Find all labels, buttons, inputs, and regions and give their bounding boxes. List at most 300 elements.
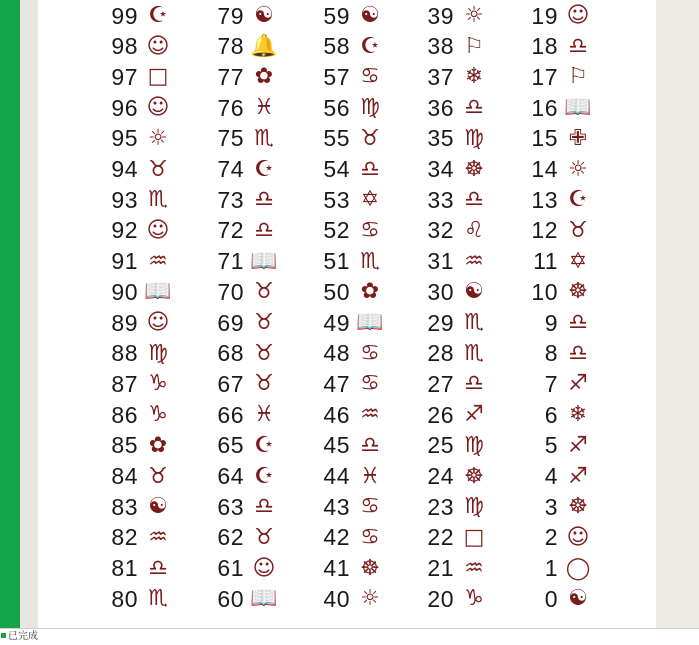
entry-number: 22 <box>427 524 454 551</box>
symbol-entry <box>80 62 190 92</box>
symbol-entry <box>500 62 610 92</box>
square-icon: □ <box>463 524 485 550</box>
symbol-entry <box>292 431 402 461</box>
yin-yang-icon: ☯ <box>148 494 168 520</box>
symbol-entry <box>186 62 296 92</box>
entry-number: 18 <box>531 33 558 60</box>
entry-number: 62 <box>217 524 244 551</box>
smiley-icon: ☺ <box>146 217 170 243</box>
cancer-icon: ♋ <box>360 217 380 243</box>
entry-number: 95 <box>111 125 138 152</box>
scorpio-icon: ♏ <box>148 187 168 213</box>
entry-number: 47 <box>323 370 350 397</box>
entry-number: 57 <box>323 63 350 90</box>
column-4 <box>396 0 506 628</box>
capricorn-icon: ♑ <box>464 586 484 612</box>
entry-number: 54 <box>323 156 350 182</box>
smiley-icon: ☺ <box>146 33 170 59</box>
entry-number: 96 <box>111 94 138 121</box>
symbol-entry <box>396 492 506 522</box>
book-icon: 📖 <box>356 310 384 335</box>
entry-number: 21 <box>427 555 454 582</box>
symbol-entry <box>396 247 506 277</box>
entry-number: 88 <box>111 340 138 367</box>
entry-number: 41 <box>323 555 350 582</box>
entry-number: 44 <box>323 463 350 489</box>
aquarius-icon: ♒ <box>148 248 168 274</box>
entry-number: 53 <box>323 186 350 213</box>
entry-number: 71 <box>217 248 244 275</box>
lotus-icon: ✿ <box>360 279 380 305</box>
libra-icon: ♎ <box>254 187 274 213</box>
symbol-entry <box>500 339 610 369</box>
symbol-entry <box>80 492 190 522</box>
symbol-entry <box>500 124 610 154</box>
entry-number: 75 <box>217 125 244 152</box>
symbol-entry <box>80 462 190 492</box>
entry-number: 46 <box>323 401 350 428</box>
entry-number: 49 <box>323 309 350 336</box>
entry-number: 36 <box>427 94 454 121</box>
entry-number: 65 <box>217 432 244 459</box>
entry-number: 51 <box>323 248 350 275</box>
status-icon <box>1 633 6 638</box>
entry-number: 39 <box>427 2 454 29</box>
lotus-icon: ✿ <box>148 432 168 458</box>
libra-icon: ♎ <box>464 95 484 121</box>
symbol-entry <box>186 124 296 154</box>
symbol-entry <box>186 369 296 399</box>
taurus-icon: ♉ <box>254 279 274 305</box>
symbol-entry <box>396 554 506 584</box>
entry-number: 13 <box>531 186 558 213</box>
column-3 <box>292 0 402 628</box>
entry-number: 93 <box>111 186 138 213</box>
status-bar <box>0 628 699 645</box>
smiley-icon: ☺ <box>146 95 170 121</box>
entry-number: 38 <box>427 33 454 60</box>
crescent-star-icon: ☪ <box>254 432 274 458</box>
entry-number: 69 <box>217 309 244 336</box>
crescent-star-icon: ☪ <box>568 187 588 213</box>
symbol-entry <box>186 155 296 185</box>
symbol-entry <box>292 185 402 215</box>
entry-number: 78 <box>217 33 244 60</box>
green-side-bar <box>0 0 20 628</box>
symbol-entry <box>292 93 402 123</box>
dharma-wheel-icon: ☸ <box>464 463 484 489</box>
symbol-entry <box>292 462 402 492</box>
entry-number: 45 <box>323 432 350 459</box>
cancer-icon: ♋ <box>360 524 380 550</box>
entry-number: 30 <box>427 278 454 305</box>
symbol-entry <box>186 277 296 307</box>
entry-number: 86 <box>111 401 138 428</box>
virgo-icon: ♍ <box>464 494 484 520</box>
sagittarius-icon: ♐ <box>464 402 484 428</box>
symbol-entry <box>396 155 506 185</box>
symbol-entry <box>500 369 610 399</box>
symbol-entry <box>500 155 610 185</box>
libra-icon: ♎ <box>360 156 380 182</box>
entry-number: 4 <box>544 463 558 489</box>
cancer-icon: ♋ <box>360 340 380 366</box>
entry-number: 84 <box>111 463 138 489</box>
symbol-entry <box>186 492 296 522</box>
symbol-entry <box>186 1 296 31</box>
entry-number: 55 <box>323 125 350 152</box>
aquarius-icon: ♒ <box>360 402 380 428</box>
symbol-entry <box>292 62 402 92</box>
symbol-entry <box>500 247 610 277</box>
scorpio-icon: ♏ <box>464 310 484 335</box>
symbol-entry <box>80 1 190 31</box>
sagittarius-icon: ♐ <box>568 463 588 489</box>
entry-number: 50 <box>323 278 350 305</box>
entry-number: 68 <box>217 340 244 367</box>
symbol-entry <box>186 247 296 277</box>
column-2 <box>186 0 296 628</box>
cancer-icon: ♋ <box>360 64 380 90</box>
dharma-wheel-icon: ☸ <box>360 555 380 581</box>
cross-icon: ✙ <box>568 125 588 151</box>
taurus-icon: ♉ <box>254 524 274 550</box>
lotus-icon: ✿ <box>254 64 274 90</box>
libra-icon: ♎ <box>464 187 484 213</box>
symbol-entry <box>396 185 506 215</box>
entry-number: 74 <box>217 156 244 182</box>
sun-icon: ☼ <box>148 125 168 151</box>
symbol-entry <box>396 1 506 31</box>
entry-number: 58 <box>323 33 350 60</box>
symbol-entry <box>292 124 402 154</box>
pisces-icon: ♓ <box>254 95 274 121</box>
virgo-icon: ♍ <box>464 125 484 151</box>
cancer-icon: ♋ <box>360 494 380 520</box>
entry-number: 73 <box>217 186 244 213</box>
smiley-icon: ☺ <box>566 524 590 550</box>
entry-number: 12 <box>531 217 558 244</box>
symbol-entry <box>292 554 402 584</box>
number-symbol-grid <box>38 0 656 628</box>
symbol-entry <box>396 584 506 614</box>
sagittarius-icon: ♐ <box>568 432 588 458</box>
taurus-icon: ♉ <box>254 340 274 366</box>
entry-number: 2 <box>544 524 558 551</box>
symbol-entry <box>396 523 506 553</box>
symbol-entry <box>500 584 610 614</box>
symbol-entry <box>186 431 296 461</box>
symbol-entry <box>500 492 610 522</box>
entry-number: 87 <box>111 370 138 397</box>
entry-number: 11 <box>533 248 558 275</box>
symbol-entry <box>80 185 190 215</box>
symbol-entry <box>292 492 402 522</box>
entry-number: 56 <box>323 94 350 121</box>
entry-number: 9 <box>544 309 558 336</box>
symbol-entry <box>186 400 296 430</box>
book-icon: 📖 <box>144 279 172 305</box>
entry-number: 33 <box>427 186 454 213</box>
entry-number: 97 <box>111 63 138 90</box>
square-icon: □ <box>147 64 169 90</box>
entry-number: 70 <box>217 278 244 305</box>
symbol-entry <box>500 462 610 492</box>
taurus-icon: ♉ <box>148 156 168 182</box>
symbol-entry <box>292 1 402 31</box>
sun-icon: ☼ <box>568 156 588 182</box>
libra-icon: ♎ <box>464 371 484 397</box>
entry-number: 90 <box>111 278 138 305</box>
symbol-entry <box>292 247 402 277</box>
symbol-entry <box>500 216 610 246</box>
right-margin <box>656 0 699 628</box>
symbol-entry <box>80 369 190 399</box>
symbol-entry <box>186 308 296 338</box>
entry-number: 52 <box>323 217 350 244</box>
symbol-entry <box>80 554 190 584</box>
symbol-entry <box>292 339 402 369</box>
capricorn-icon: ♑ <box>148 371 168 397</box>
entry-number: 80 <box>111 585 138 612</box>
entry-number: 15 <box>531 125 558 152</box>
dharma-wheel-icon: ☸ <box>568 494 588 520</box>
circle-icon: ◯ <box>565 555 591 581</box>
libra-icon: ♎ <box>254 217 274 243</box>
entry-number: 32 <box>427 217 454 244</box>
symbol-entry <box>80 523 190 553</box>
virgo-icon: ♍ <box>148 340 168 366</box>
column-5 <box>500 0 610 628</box>
entry-number: 77 <box>217 63 244 90</box>
flag-icon: ⚐ <box>464 33 484 59</box>
taurus-icon: ♉ <box>254 310 274 335</box>
yin-yang-icon: ☯ <box>568 586 588 612</box>
snowflake-icon: ❄ <box>464 64 484 90</box>
entry-number: 40 <box>323 585 350 612</box>
symbol-entry <box>500 554 610 584</box>
symbol-entry <box>500 1 610 31</box>
symbol-entry <box>396 32 506 62</box>
entry-number: 27 <box>427 370 454 397</box>
symbol-entry <box>80 93 190 123</box>
symbol-entry <box>186 523 296 553</box>
symbol-entry <box>292 277 402 307</box>
symbol-entry <box>396 216 506 246</box>
symbol-entry <box>80 431 190 461</box>
symbol-entry <box>186 462 296 492</box>
aquarius-icon: ♒ <box>464 555 484 581</box>
entry-number: 16 <box>531 94 558 121</box>
status-text: 已完成 <box>8 631 38 642</box>
entry-number: 66 <box>217 401 244 428</box>
symbol-entry <box>500 32 610 62</box>
entry-number: 7 <box>544 370 558 397</box>
pisces-icon: ♓ <box>360 463 380 489</box>
scorpio-icon: ♏ <box>360 248 380 274</box>
symbol-entry <box>292 369 402 399</box>
star-of-david-icon: ✡ <box>360 187 380 213</box>
symbol-entry <box>186 554 296 584</box>
symbol-entry <box>292 32 402 62</box>
symbol-entry <box>80 216 190 246</box>
entry-number: 91 <box>111 248 138 275</box>
yin-yang-icon: ☯ <box>254 3 274 28</box>
symbol-entry <box>500 93 610 123</box>
symbol-entry <box>500 185 610 215</box>
entry-number: 23 <box>427 493 454 520</box>
symbol-entry <box>80 124 190 154</box>
symbol-entry <box>80 584 190 614</box>
entry-number: 79 <box>217 2 244 29</box>
symbol-entry <box>292 308 402 338</box>
entry-number: 42 <box>323 524 350 551</box>
entry-number: 0 <box>544 585 558 612</box>
entry-number: 48 <box>323 340 350 367</box>
entry-number: 59 <box>323 2 350 29</box>
entry-number: 35 <box>427 125 454 152</box>
symbol-entry <box>80 32 190 62</box>
smiley-icon: ☺ <box>566 3 590 28</box>
symbol-entry <box>396 369 506 399</box>
entry-number: 1 <box>544 555 558 582</box>
entry-number: 72 <box>217 217 244 244</box>
entry-number: 76 <box>217 94 244 121</box>
entry-number: 17 <box>531 63 558 90</box>
symbol-entry <box>500 431 610 461</box>
virgo-icon: ♍ <box>360 95 380 121</box>
symbol-entry <box>396 93 506 123</box>
flag-icon: ⚐ <box>568 64 588 90</box>
entry-number: 83 <box>111 493 138 520</box>
crescent-star-icon: ☪ <box>360 33 380 59</box>
symbol-entry <box>500 308 610 338</box>
smiley-icon: ☺ <box>146 310 170 335</box>
symbol-entry <box>292 216 402 246</box>
entry-number: 81 <box>111 555 138 582</box>
taurus-icon: ♉ <box>254 371 274 397</box>
symbol-entry <box>80 339 190 369</box>
entry-number: 25 <box>427 432 454 459</box>
entry-number: 20 <box>427 585 454 612</box>
entry-number: 61 <box>217 555 244 582</box>
entry-number: 85 <box>111 432 138 459</box>
entry-number: 31 <box>427 248 454 275</box>
yin-yang-icon: ☯ <box>360 3 380 28</box>
symbol-entry <box>396 462 506 492</box>
libra-icon: ♎ <box>360 432 380 458</box>
libra-icon: ♎ <box>148 555 168 581</box>
symbol-entry <box>292 523 402 553</box>
symbol-entry <box>186 32 296 62</box>
crescent-star-icon: ☪ <box>148 3 168 28</box>
star-of-david-icon: ✡ <box>568 248 588 274</box>
sagittarius-icon: ♐ <box>568 371 588 397</box>
libra-icon: ♎ <box>568 33 588 59</box>
symbol-entry <box>80 400 190 430</box>
entry-number: 3 <box>544 493 558 520</box>
entry-number: 99 <box>111 2 138 29</box>
taurus-icon: ♉ <box>148 463 168 489</box>
dharma-wheel-icon: ☸ <box>464 156 484 182</box>
symbol-entry <box>80 277 190 307</box>
leo-icon: ♌ <box>464 217 484 243</box>
crescent-star-icon: ☪ <box>254 463 274 489</box>
entry-number: 24 <box>427 463 454 489</box>
entry-number: 26 <box>427 401 454 428</box>
symbol-entry <box>80 308 190 338</box>
entry-number: 89 <box>111 309 138 336</box>
virgo-icon: ♍ <box>464 432 484 458</box>
entry-number: 98 <box>111 33 138 60</box>
entry-number: 29 <box>427 309 454 336</box>
scorpio-icon: ♏ <box>148 586 168 612</box>
libra-icon: ♎ <box>568 340 588 366</box>
symbol-entry <box>292 584 402 614</box>
book-icon: 📖 <box>564 95 592 121</box>
sun-icon: ☼ <box>360 586 380 612</box>
capricorn-icon: ♑ <box>148 402 168 428</box>
libra-icon: ♎ <box>568 310 588 335</box>
smiley-icon: ☺ <box>252 555 276 581</box>
pisces-icon: ♓ <box>254 402 274 428</box>
yin-yang-icon: ☯ <box>464 279 484 305</box>
entry-number: 6 <box>544 401 558 428</box>
entry-number: 28 <box>427 340 454 367</box>
aquarius-icon: ♒ <box>148 524 168 550</box>
entry-number: 14 <box>531 156 558 182</box>
left-gutter <box>20 0 38 628</box>
symbol-entry <box>186 185 296 215</box>
symbol-entry <box>396 277 506 307</box>
entry-number: 8 <box>544 340 558 367</box>
symbol-entry <box>396 62 506 92</box>
symbol-entry <box>396 431 506 461</box>
symbol-entry <box>500 523 610 553</box>
entry-number: 64 <box>217 463 244 489</box>
symbol-entry <box>80 247 190 277</box>
entry-number: 5 <box>544 432 558 459</box>
scorpio-icon: ♏ <box>254 125 274 151</box>
entry-number: 19 <box>531 2 558 29</box>
symbol-entry <box>396 400 506 430</box>
entry-number: 37 <box>427 63 454 90</box>
symbol-entry <box>500 400 610 430</box>
symbol-entry <box>186 339 296 369</box>
symbol-entry <box>396 308 506 338</box>
symbol-entry <box>186 93 296 123</box>
bell-icon: 🔔 <box>250 33 278 59</box>
symbol-entry <box>500 277 610 307</box>
entry-number: 60 <box>217 585 244 612</box>
libra-icon: ♎ <box>254 494 274 520</box>
sun-icon: ☼ <box>464 3 484 28</box>
entry-number: 63 <box>217 493 244 520</box>
entry-number: 92 <box>111 217 138 244</box>
book-icon: 📖 <box>250 586 278 612</box>
symbol-entry <box>396 124 506 154</box>
crescent-star-icon: ☪ <box>254 156 274 182</box>
dharma-wheel-icon: ☸ <box>568 279 588 305</box>
symbol-entry <box>292 400 402 430</box>
entry-number: 34 <box>427 156 454 182</box>
symbol-entry <box>80 155 190 185</box>
entry-number: 67 <box>217 370 244 397</box>
aquarius-icon: ♒ <box>464 248 484 274</box>
symbol-entry <box>186 216 296 246</box>
book-icon: 📖 <box>250 248 278 274</box>
symbol-entry <box>186 584 296 614</box>
